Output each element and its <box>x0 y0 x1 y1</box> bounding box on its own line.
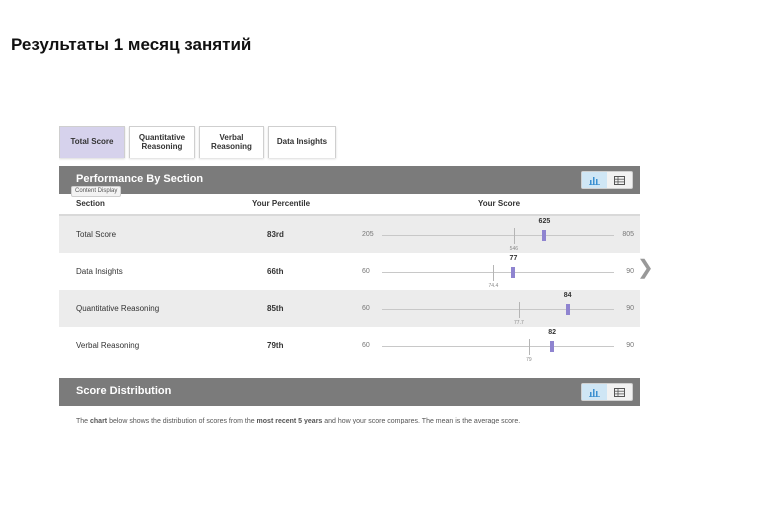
score-label: 84 <box>563 292 572 299</box>
page-title: Результаты 1 месяц занятий <box>11 35 252 54</box>
tab-label: Verbal Reasoning <box>211 132 252 151</box>
scale-max: 90 <box>626 305 634 312</box>
distribution-title: Score Distribution <box>76 385 172 397</box>
distribution-description: The chart below shows the distribution of scores from the most recent 5 years and how your score compares. The mean is the average score. <box>76 418 521 424</box>
column-header-section: Section <box>76 199 105 208</box>
column-header-score: Your Score <box>478 199 521 208</box>
performance-header <box>59 166 640 194</box>
mean-label: 546 <box>509 246 519 252</box>
scale-min: 60 <box>362 268 370 275</box>
tab-data-insights[interactable] <box>268 126 336 158</box>
section-percentile: 79th <box>267 341 284 350</box>
performance-title: Performance By Section <box>76 173 204 185</box>
score-label: 77 <box>509 255 518 262</box>
bar-chart-icon[interactable] <box>582 384 607 400</box>
distribution-view-toggle <box>581 383 633 401</box>
column-header-percentile: Your Percentile <box>252 199 311 208</box>
scale-max: 90 <box>626 268 634 275</box>
distribution-header <box>59 378 640 406</box>
chevron-right-icon[interactable]: ❯ <box>637 257 654 279</box>
scale-max: 805 <box>622 231 634 238</box>
section-name: Data Insights <box>76 267 123 276</box>
mean-label: 77.7 <box>514 320 524 326</box>
section-name: Verbal Reasoning <box>76 341 140 350</box>
table-row <box>59 290 640 327</box>
tab-quantitative-reasoning[interactable] <box>129 126 195 158</box>
mean-tick <box>514 228 515 244</box>
section-percentile: 66th <box>267 267 284 276</box>
scale-min: 205 <box>362 231 374 238</box>
table-grid-icon[interactable] <box>607 384 632 400</box>
content-display-tooltip: Content Display <box>71 186 121 197</box>
tab-label: Data Insights <box>276 137 328 147</box>
score-marker <box>550 341 554 352</box>
mean-tick <box>493 265 494 281</box>
scale-min: 60 <box>362 342 370 349</box>
table-row <box>59 327 640 364</box>
mean-label: 74.4 <box>488 283 499 289</box>
scale-min: 60 <box>362 305 370 312</box>
score-track <box>382 346 614 347</box>
score-label: 82 <box>548 329 557 336</box>
tab-verbal-reasoning[interactable] <box>199 126 264 158</box>
score-marker <box>542 230 546 241</box>
tab-label: Quantitative Reasoning <box>138 132 186 151</box>
performance-view-toggle <box>581 171 633 189</box>
tab-label: Total Score <box>70 137 114 147</box>
bar-chart-icon[interactable] <box>582 172 607 188</box>
score-label: 625 <box>538 218 551 225</box>
score-track <box>382 309 614 310</box>
section-name: Quantitative Reasoning <box>76 304 160 313</box>
section-percentile: 85th <box>267 304 284 313</box>
scale-max: 90 <box>626 342 634 349</box>
tab-total-score[interactable] <box>59 126 125 158</box>
mean-tick <box>529 339 530 355</box>
section-name: Total Score <box>76 230 117 239</box>
table-row <box>59 253 640 290</box>
table-row <box>59 216 640 253</box>
score-marker <box>566 304 570 315</box>
mean-tick <box>519 302 520 318</box>
score-track <box>382 272 614 273</box>
table-grid-icon[interactable] <box>607 172 632 188</box>
score-marker <box>511 267 515 278</box>
score-report-screenshot <box>59 126 654 424</box>
tab-bar <box>59 126 340 158</box>
score-track <box>382 235 614 236</box>
section-percentile: 83rd <box>267 230 284 239</box>
mean-label: 79 <box>526 357 532 363</box>
